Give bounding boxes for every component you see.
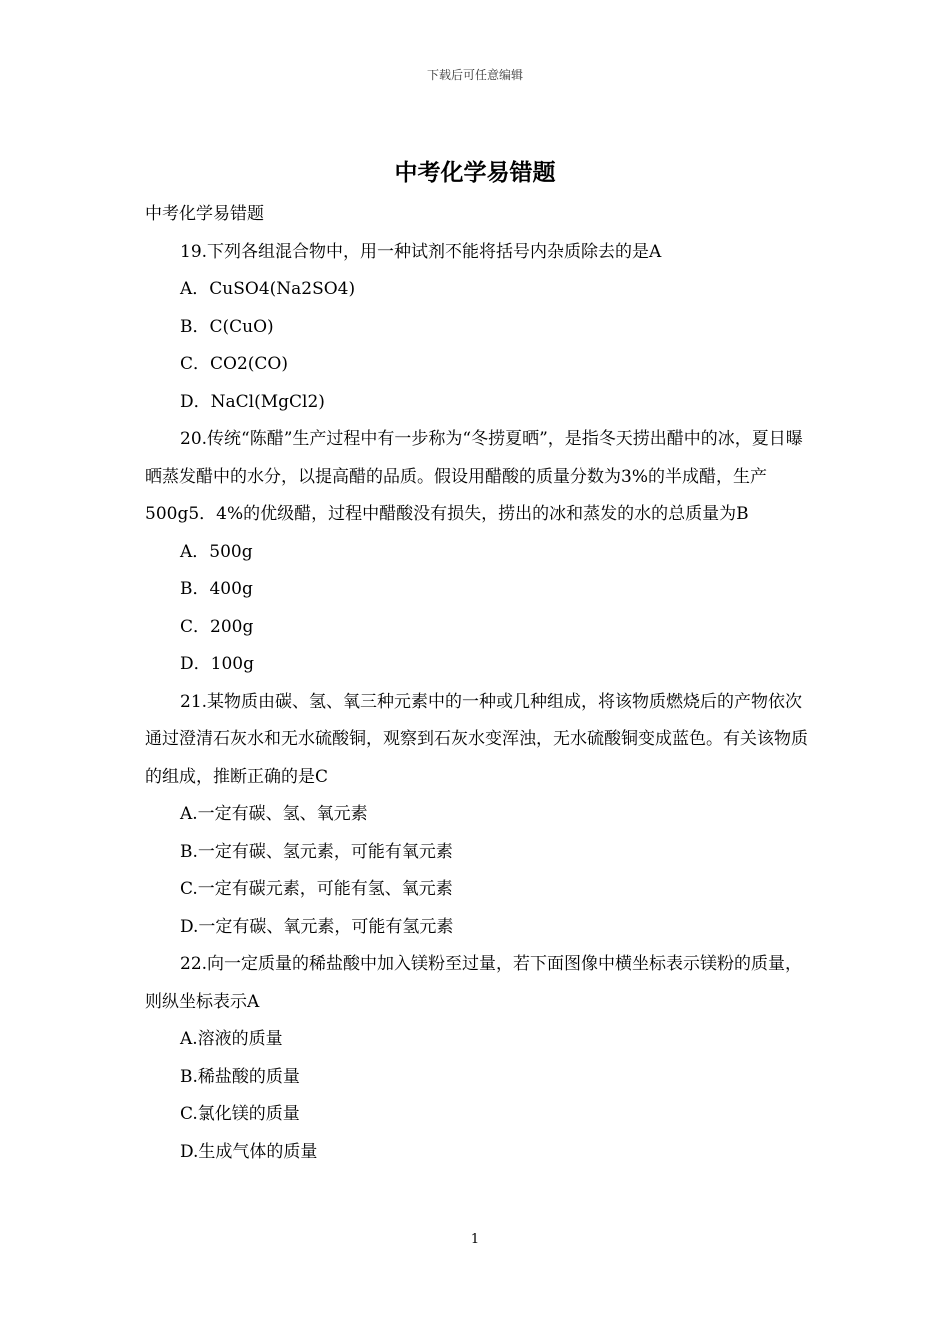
question-21 bbox=[145, 684, 810, 947]
option-d: D．100g bbox=[180, 654, 254, 674]
option-a: A.溶液的质量 bbox=[180, 1029, 283, 1049]
option-b: B.一定有碳、氢元素，可能有氧元素 bbox=[180, 841, 453, 862]
option-d: D.一定有碳、氧元素，可能有氢元素 bbox=[180, 916, 454, 937]
option-c: C.氯化镁的质量 bbox=[180, 1104, 300, 1124]
question-stem: 19.下列各组混合物中，用一种试剂不能将括号内杂质除去的是A bbox=[180, 241, 662, 262]
question-19 bbox=[145, 234, 810, 422]
option-d: D．NaCl(MgCl2) bbox=[180, 391, 325, 412]
option-b: B．400g bbox=[180, 579, 253, 599]
page-number: 1 bbox=[470, 1232, 480, 1247]
option-a: A.一定有碳、氢、氧元素 bbox=[180, 804, 368, 824]
option-c: C．CO2(CO) bbox=[180, 354, 288, 374]
option-c: C．200g bbox=[180, 616, 254, 637]
question-22 bbox=[145, 946, 810, 1171]
option-b: B.稀盐酸的质量 bbox=[180, 1066, 300, 1087]
option-a: A．CuSO4(Na2SO4) bbox=[180, 279, 356, 299]
header-note: 下载后可任意编辑 bbox=[426, 68, 523, 82]
document-title: 中考化学易错题 bbox=[394, 159, 556, 186]
option-d: D.生成气体的质量 bbox=[180, 1141, 318, 1162]
option-c: C.一定有碳元素，可能有氢、氧元素 bbox=[180, 879, 453, 899]
subtitle: 中考化学易错题 bbox=[145, 204, 264, 224]
document-body bbox=[145, 196, 810, 1171]
question-stem: 22.向一定质量的稀盐酸中加入镁粉至过量，若下面图像中横坐标表示镁粉的质量，则纵坐标表示A bbox=[145, 954, 803, 1012]
option-b: B．C(CuO) bbox=[180, 316, 274, 337]
option-a: A．500g bbox=[180, 541, 253, 562]
question-20 bbox=[145, 421, 810, 684]
question-stem: 20.传统“陈醋”生产过程中有一步称为“冬捞夏晒”，是指冬天捞出醋中的冰，夏日曝晒蒸发醋中的水分，以提高醋的品质。假设用醋酸的质量分数为3%的半成醋，生产500g5．4%的优级醋，过程中醋酸没有损失，捞出的冰和蒸发的水的总质量为B bbox=[145, 429, 803, 524]
question-stem: 21.某物质由碳、氢、氧三种元素中的一种或几种组成，将该物质燃烧后的产物依次通过澄清石灰水和无水硫酸铜，观察到石灰水变浑浊，无水硫酸铜变成蓝色。有关该物质的组成，推断正确的是C bbox=[145, 691, 808, 787]
